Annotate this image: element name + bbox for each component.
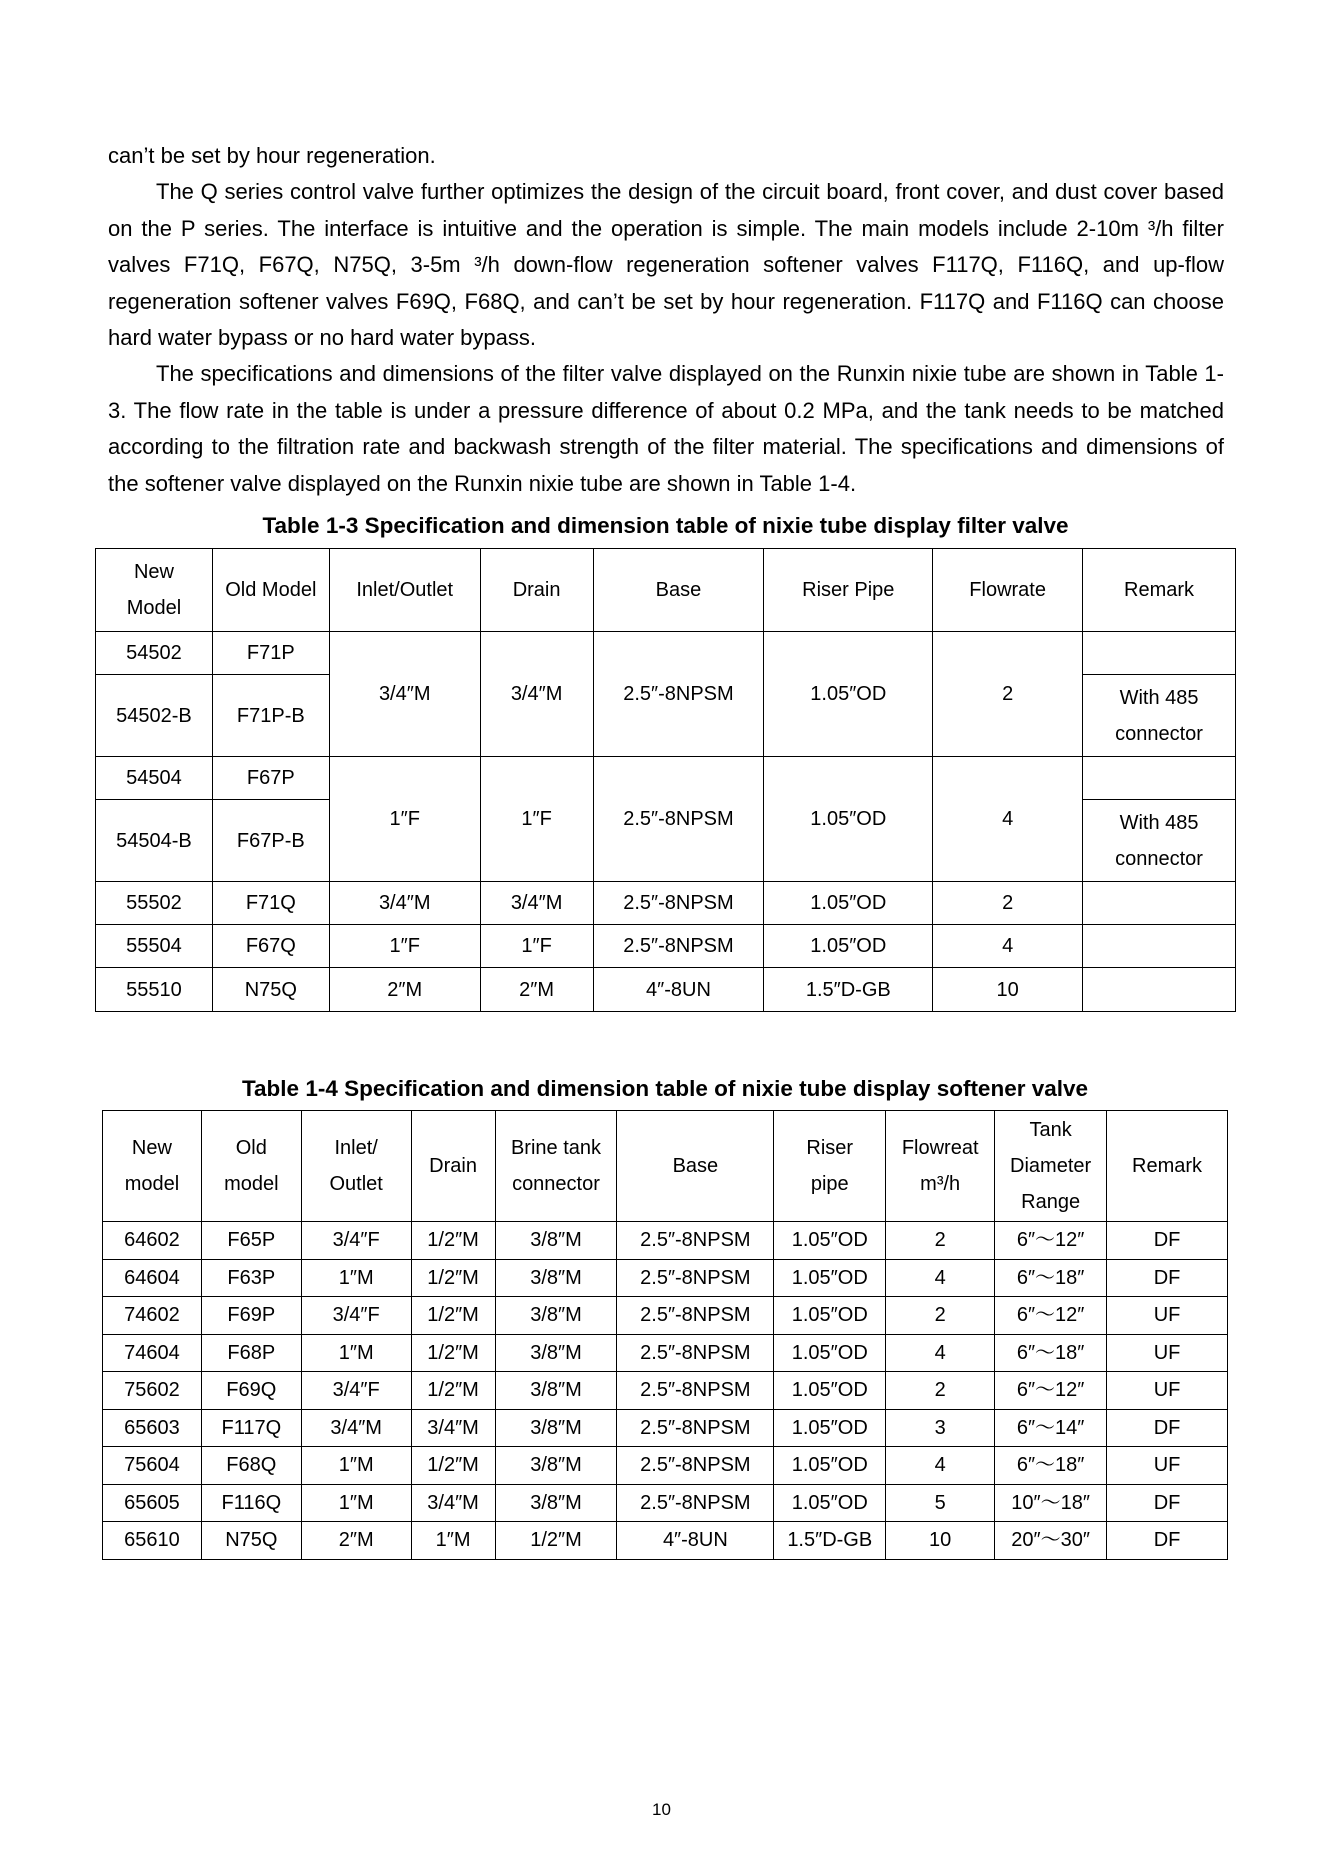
cell-remark: UF (1107, 1372, 1228, 1410)
cell-flowreat: 4 (886, 1259, 995, 1297)
cell-inlet-outlet: 3/4″M (329, 882, 480, 925)
table-row (103, 1447, 1228, 1485)
cell-new-model: 64604 (103, 1259, 202, 1297)
cell-inlet-outlet: 1″M (301, 1334, 411, 1372)
cell-tank-range: 6″～18″ (995, 1259, 1107, 1297)
table-1-3-caption: Table 1-3 Specification and dimension table of nixie tube display filter valve (262, 513, 1069, 538)
cell-brine: 3/8″M (495, 1484, 617, 1522)
table-row (103, 1334, 1228, 1372)
cell-old-model: F68Q (201, 1447, 301, 1485)
header-base: Base (617, 1111, 774, 1222)
cell-new-model: 75602 (103, 1372, 202, 1410)
cell-new-model: 54502-B (96, 675, 213, 757)
cell-tank-range: 6″～12″ (995, 1372, 1107, 1410)
cell-riser-pipe: 1.05″OD (764, 632, 933, 757)
cell-inlet-outlet: 2″M (301, 1522, 411, 1560)
cell-riser-pipe: 1.05″OD (774, 1222, 886, 1260)
cell-old-model: F71Q (212, 882, 329, 925)
cell-old-model: F71P (212, 632, 329, 675)
header-text: m³/h (920, 1173, 961, 1195)
header-text: model (124, 1173, 180, 1195)
cell-riser-pipe: 1.05″OD (774, 1409, 886, 1447)
body-text (108, 138, 1224, 502)
table-row (96, 757, 1236, 800)
cell-remark: DF (1107, 1222, 1228, 1260)
cell-flowrate: 4 (933, 757, 1083, 882)
cell-drain: 1″F (480, 757, 593, 882)
table-row (103, 1372, 1228, 1410)
cell-new-model: 55502 (96, 882, 213, 925)
cell-drain: 3/4″M (480, 882, 593, 925)
cell-old-model: F67P (212, 757, 329, 800)
header-text: Brine tank (510, 1137, 602, 1159)
header-new-model (96, 549, 213, 632)
cell-new-model: 54504-B (96, 800, 213, 882)
table-row (96, 925, 1236, 968)
cell-inlet-outlet: 3/4″F (301, 1372, 411, 1410)
cell-drain: 1/2″M (411, 1372, 495, 1410)
cell-new-model: 65605 (103, 1484, 202, 1522)
cell-new-model: 65610 (103, 1522, 202, 1560)
cell-base: 2.5″-8NPSM (617, 1259, 774, 1297)
cell-tank-range: 6″～12″ (995, 1222, 1107, 1260)
header-text: connector (512, 1173, 600, 1195)
header-inlet-outlet (301, 1111, 411, 1222)
cell-brine: 3/8″M (495, 1297, 617, 1335)
cell-remark: UF (1107, 1334, 1228, 1372)
cell-tank-range: 6″～14″ (995, 1409, 1107, 1447)
cell-flowrate: 2 (933, 632, 1083, 757)
table-row (96, 968, 1236, 1012)
header-flowreat (886, 1111, 995, 1222)
cell-remark: UF (1107, 1447, 1228, 1485)
header-text: New (131, 1137, 172, 1159)
header-text: Diameter (1010, 1155, 1092, 1177)
header-text: Model (126, 597, 182, 619)
cell-riser-pipe: 1.05″OD (774, 1259, 886, 1297)
header-text: Flowreat (901, 1137, 979, 1159)
cell-inlet-outlet: 1″M (301, 1484, 411, 1522)
cell-riser-pipe: 1.05″OD (774, 1334, 886, 1372)
cell-old-model: F69P (201, 1297, 301, 1335)
header-flowrate: Flowrate (933, 549, 1083, 632)
cell-base: 2.5″-8NPSM (593, 925, 764, 968)
header-text: Old (235, 1137, 267, 1159)
cell-inlet-outlet: 3/4″M (329, 632, 480, 757)
cell-old-model: F71P-B (212, 675, 329, 757)
table-row (103, 1259, 1228, 1297)
header-brine-tank-connector (495, 1111, 617, 1222)
cell-drain: 1/2″M (411, 1334, 495, 1372)
cell-base: 2.5″-8NPSM (617, 1409, 774, 1447)
cell-old-model: F67P-B (212, 800, 329, 882)
cell-new-model: 55510 (96, 968, 213, 1012)
cell-drain: 1/2″M (411, 1222, 495, 1260)
cell-base: 2.5″-8NPSM (593, 757, 764, 882)
cell-remark (1083, 925, 1236, 968)
header-remark: Remark (1107, 1111, 1228, 1222)
header-drain: Drain (480, 549, 593, 632)
cell-flowreat: 2 (886, 1222, 995, 1260)
cell-base: 2.5″-8NPSM (617, 1484, 774, 1522)
header-tank-diameter-range (995, 1111, 1107, 1222)
cell-remark: DF (1107, 1522, 1228, 1560)
page-number: 10 (652, 1800, 671, 1819)
cell-riser-pipe: 1.05″OD (774, 1484, 886, 1522)
cell-base: 2.5″-8NPSM (617, 1297, 774, 1335)
table-1-4-caption: Table 1-4 Specification and dimension table of nixie tube display softener valve (241, 1076, 1089, 1101)
cell-drain: 3/4″M (480, 632, 593, 757)
header-text: New (133, 561, 174, 583)
cell-old-model: F117Q (201, 1409, 301, 1447)
table-row (103, 1222, 1228, 1260)
cell-flowreat: 3 (886, 1409, 995, 1447)
header-remark: Remark (1083, 549, 1236, 632)
cell-drain: 1″F (480, 925, 593, 968)
cell-riser-pipe: 1.5″D-GB (774, 1522, 886, 1560)
cell-inlet-outlet: 1″F (329, 757, 480, 882)
remark-text: With 485 (1119, 811, 1199, 834)
header-riser-pipe: Riser Pipe (764, 549, 933, 632)
cell-new-model: 74604 (103, 1334, 202, 1372)
cell-old-model: N75Q (201, 1522, 301, 1560)
table-row (96, 882, 1236, 925)
cell-remark: UF (1107, 1297, 1228, 1335)
cell-remark (1083, 968, 1236, 1012)
cell-riser-pipe: 1.05″OD (764, 925, 933, 968)
cell-remark (1083, 675, 1236, 757)
table-1-4-header-row (103, 1111, 1228, 1222)
cell-brine: 3/8″M (495, 1409, 617, 1447)
cell-remark (1083, 632, 1236, 675)
cell-tank-range: 6″～18″ (995, 1334, 1107, 1372)
cell-base: 2.5″-8NPSM (617, 1447, 774, 1485)
cell-riser-pipe: 1.5″D-GB (764, 968, 933, 1012)
cell-new-model: 55504 (96, 925, 213, 968)
remark-text: connector (1115, 722, 1203, 745)
cell-flowrate: 2 (933, 882, 1083, 925)
cell-old-model: F68P (201, 1334, 301, 1372)
cell-riser-pipe: 1.05″OD (764, 882, 933, 925)
cell-old-model: F116Q (201, 1484, 301, 1522)
cell-tank-range: 10″～18″ (995, 1484, 1107, 1522)
table-row (103, 1409, 1228, 1447)
cell-remark (1083, 882, 1236, 925)
cell-new-model: 65603 (103, 1409, 202, 1447)
header-text: Inlet/ (334, 1137, 378, 1159)
cell-inlet-outlet: 2″M (329, 968, 480, 1012)
header-drain: Drain (411, 1111, 495, 1222)
cell-riser-pipe: 1.05″OD (774, 1297, 886, 1335)
cell-tank-range: 20″～30″ (995, 1522, 1107, 1560)
cell-tank-range: 6″～12″ (995, 1297, 1107, 1335)
table-row (103, 1484, 1228, 1522)
cell-inlet-outlet: 1″M (301, 1259, 411, 1297)
header-riser-pipe (774, 1111, 886, 1222)
cell-flowrate: 10 (933, 968, 1083, 1012)
header-old-model (201, 1111, 301, 1222)
table-1-4 (102, 1110, 1228, 1560)
cell-tank-range: 6″～18″ (995, 1447, 1107, 1485)
paragraph-3: The specifications and dimensions of the filter valve displayed on the Runxin nixie tube are shown in Table 1-3. The flow rate in the table is under a pressure difference of about 0.2 MPa, and the tank needs to be matched according to the filtration rate and backwash strength of the filter material. The specifications and dimensions of the softener valve displayed on the Runxin nixie tube are shown in Table 1-4. (108, 361, 1224, 496)
cell-old-model: F67Q (212, 925, 329, 968)
cell-old-model: F69Q (201, 1372, 301, 1410)
cell-base: 2.5″-8NPSM (617, 1334, 774, 1372)
cell-flowreat: 10 (886, 1522, 995, 1560)
cell-drain: 3/4″M (411, 1484, 495, 1522)
table-1-3-header-row (96, 549, 1236, 632)
remark-text: connector (1115, 847, 1203, 870)
cell-inlet-outlet: 3/4″F (301, 1297, 411, 1335)
header-old-model: Old Model (212, 549, 329, 632)
cell-flowreat: 4 (886, 1447, 995, 1485)
cell-base: 4″-8UN (617, 1522, 774, 1560)
cell-flowreat: 2 (886, 1297, 995, 1335)
cell-flowreat: 4 (886, 1334, 995, 1372)
header-inlet-outlet: Inlet/Outlet (329, 549, 480, 632)
header-text: Range (1021, 1191, 1081, 1213)
cell-drain: 1/2″M (411, 1259, 495, 1297)
cell-inlet-outlet: 3/4″F (301, 1222, 411, 1260)
cell-brine: 3/8″M (495, 1222, 617, 1260)
header-new-model (103, 1111, 202, 1222)
header-text: pipe (810, 1173, 849, 1195)
cell-base: 2.5″-8NPSM (617, 1222, 774, 1260)
cell-drain: 3/4″M (411, 1409, 495, 1447)
cell-drain: 1/2″M (411, 1297, 495, 1335)
header-text: Riser (806, 1137, 854, 1159)
cell-brine: 3/8″M (495, 1447, 617, 1485)
table-row (103, 1522, 1228, 1560)
cell-brine: 3/8″M (495, 1259, 617, 1297)
cell-base: 4″-8UN (593, 968, 764, 1012)
cell-base: 2.5″-8NPSM (593, 632, 764, 757)
cell-drain: 1/2″M (411, 1447, 495, 1485)
cell-old-model: F63P (201, 1259, 301, 1297)
cell-new-model: 64602 (103, 1222, 202, 1260)
cell-remark (1083, 757, 1236, 800)
header-text: Tank (1029, 1119, 1072, 1141)
header-text: Outlet (329, 1173, 383, 1195)
cell-riser-pipe: 1.05″OD (774, 1372, 886, 1410)
cell-new-model: 54502 (96, 632, 213, 675)
cell-riser-pipe: 1.05″OD (764, 757, 933, 882)
cell-brine: 3/8″M (495, 1334, 617, 1372)
table-row (103, 1297, 1228, 1335)
cell-brine: 1/2″M (495, 1522, 617, 1560)
cell-brine: 3/8″M (495, 1372, 617, 1410)
cell-inlet-outlet: 1″F (329, 925, 480, 968)
cell-drain: 1″M (411, 1522, 495, 1560)
cell-new-model: 54504 (96, 757, 213, 800)
cell-old-model: N75Q (212, 968, 329, 1012)
cell-drain: 2″M (480, 968, 593, 1012)
paragraph-1: can’t be set by hour regeneration. (108, 143, 436, 168)
cell-new-model: 75604 (103, 1447, 202, 1485)
cell-remark: DF (1107, 1409, 1228, 1447)
cell-remark (1083, 800, 1236, 882)
table-1-3 (95, 548, 1236, 1012)
cell-new-model: 74602 (103, 1297, 202, 1335)
cell-inlet-outlet: 3/4″M (301, 1409, 411, 1447)
cell-riser-pipe: 1.05″OD (774, 1447, 886, 1485)
cell-flowrate: 4 (933, 925, 1083, 968)
cell-base: 2.5″-8NPSM (593, 882, 764, 925)
cell-remark: DF (1107, 1259, 1228, 1297)
cell-base: 2.5″-8NPSM (617, 1372, 774, 1410)
header-text: model (224, 1173, 279, 1195)
cell-inlet-outlet: 1″M (301, 1447, 411, 1485)
paragraph-2: The Q series control valve further optimizes the design of the circuit board, front cover, and dust cover based on the P series. The interface is intuitive and the operation is simple. The main models include 2-10m ³/h filter valves F71Q, F67Q, N75Q, 3-5m ³/h down-flow regeneration softener valves F117Q, F116Q, and up-flow regeneration softener valves F69Q, F68Q, and can’t be set by hour regeneration. F117Q and F116Q can choose hard water bypass or no hard water bypass. (108, 179, 1224, 351)
cell-old-model: F65P (201, 1222, 301, 1260)
header-base: Base (593, 549, 764, 632)
cell-flowreat: 2 (886, 1372, 995, 1410)
cell-remark: DF (1107, 1484, 1228, 1522)
remark-text: With 485 (1119, 686, 1199, 709)
cell-flowreat: 5 (886, 1484, 995, 1522)
table-row (96, 632, 1236, 675)
